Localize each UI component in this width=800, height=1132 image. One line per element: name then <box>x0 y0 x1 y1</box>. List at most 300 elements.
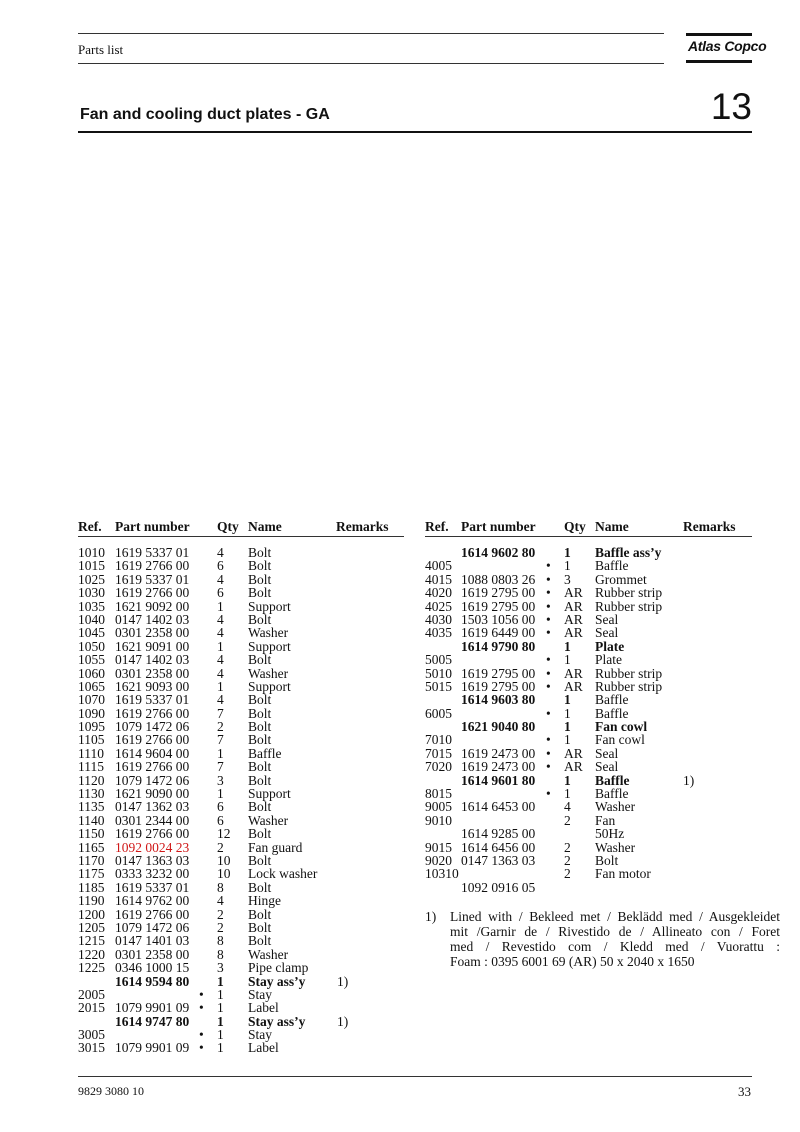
footnote-line: med / Revestido com / Kledd med / Vuorattu : <box>450 939 780 954</box>
name-cell: Bolt <box>248 545 272 560</box>
name-cell: Bolt <box>248 879 272 895</box>
table-row <box>0 774 800 787</box>
qty-cell: AR <box>564 625 583 641</box>
table-row <box>0 975 400 988</box>
part-number-cell: 0301 2358 00 <box>115 625 190 641</box>
qty-cell: 1 <box>564 719 571 735</box>
qty-cell: AR <box>564 759 583 775</box>
name-cell: Bolt <box>248 933 272 949</box>
name-cell: Bolt <box>248 692 272 708</box>
part-number-cell: 1619 2795 00 <box>461 598 536 614</box>
qty-cell: 4 <box>217 652 224 668</box>
name-cell: Baffle <box>595 772 630 788</box>
qty-cell: 1 <box>217 1013 224 1029</box>
part-number-cell: 1619 2766 00 <box>115 906 190 922</box>
name-cell: Stay ass’y <box>248 973 306 989</box>
part-number-cell: 1619 2766 00 <box>115 759 190 775</box>
ref-cell: 4025 <box>425 598 452 614</box>
table-row <box>0 747 800 760</box>
table-row <box>0 559 800 572</box>
remarks-cell: 1) <box>337 1013 349 1029</box>
ref-cell: 1070 <box>78 692 105 708</box>
name-cell: Bolt <box>248 611 272 627</box>
left-header-rule <box>78 536 404 537</box>
table-row <box>0 640 800 653</box>
ref-cell: 1185 <box>78 879 105 895</box>
right-rows <box>0 546 800 894</box>
qty-cell: 1 <box>217 986 224 1002</box>
ref-cell: 7015 <box>425 745 452 761</box>
footnote-line: Lined with / Bekleed met / Beklädd med / Ausgekleidet <box>450 909 780 924</box>
ref-cell: 5015 <box>425 678 452 694</box>
name-cell: Bolt <box>248 585 272 601</box>
col-ref-header: Ref. <box>425 519 449 534</box>
qty-cell: 1 <box>564 772 571 788</box>
name-cell: Label <box>248 1000 279 1016</box>
brand-logo: Atlas Copco <box>688 38 767 54</box>
name-cell: Bolt <box>248 772 272 788</box>
name-cell: Bolt <box>248 919 272 935</box>
table-row <box>0 613 800 626</box>
name-cell: Bolt <box>248 732 272 748</box>
ref-cell: 1165 <box>78 839 105 855</box>
ref-cell: 1215 <box>78 933 105 949</box>
qty-cell: 3 <box>217 960 224 976</box>
part-number-cell: 1619 2795 00 <box>461 678 536 694</box>
name-cell: Plate <box>595 652 622 668</box>
part-number-cell: 1092 0024 23 <box>115 839 190 855</box>
part-number-cell: 1619 5337 01 <box>115 545 190 560</box>
ref-cell: 4020 <box>425 585 452 601</box>
sub-item-bullet: • <box>199 1000 204 1016</box>
name-cell: Plate <box>595 638 625 654</box>
col-qty-header: Qty <box>217 519 239 534</box>
part-number-cell: 1079 9901 09 <box>115 1040 190 1056</box>
name-cell: Support <box>248 598 291 614</box>
ref-cell: 5010 <box>425 665 452 681</box>
ref-cell: 7010 <box>425 732 452 748</box>
table-row <box>0 800 800 813</box>
name-cell: Pipe clamp <box>248 960 309 976</box>
name-cell: Bolt <box>248 826 272 842</box>
ref-cell: 1050 <box>78 638 105 654</box>
table-row <box>0 653 800 666</box>
part-number-cell: 1619 6449 00 <box>461 625 536 641</box>
name-cell: Baffle <box>595 705 629 721</box>
sub-item-bullet: • <box>546 678 551 694</box>
table-row <box>0 827 800 840</box>
part-number-cell: 1614 9603 80 <box>461 692 536 708</box>
part-number-cell: 0147 1402 03 <box>115 611 190 627</box>
ref-cell: 1090 <box>78 705 105 721</box>
right-header-rule <box>425 536 752 537</box>
part-number-cell: 0301 2358 00 <box>115 665 190 681</box>
ref-cell: 1010 <box>78 545 105 560</box>
table-row <box>0 841 800 854</box>
sub-item-bullet: • <box>546 625 551 641</box>
sub-item-bullet: • <box>546 786 551 802</box>
document-number: 9829 3080 10 <box>78 1084 144 1098</box>
sub-item-bullet: • <box>546 585 551 601</box>
ref-cell: 9015 <box>425 839 452 855</box>
sub-item-bullet: • <box>546 558 551 574</box>
part-number-cell: 1619 5337 01 <box>115 692 190 708</box>
part-number-cell: 1614 9604 00 <box>115 745 190 761</box>
table-row <box>0 693 800 706</box>
name-cell: Baffle <box>595 692 629 708</box>
ref-cell: 4005 <box>425 558 452 574</box>
part-number-cell: 1619 2795 00 <box>461 665 536 681</box>
qty-cell: 1 <box>217 786 224 802</box>
qty-cell: 8 <box>217 946 224 962</box>
table-row <box>0 733 800 746</box>
qty-cell: 4 <box>217 545 224 560</box>
ref-cell: 1065 <box>78 678 105 694</box>
qty-cell: 2 <box>564 812 571 828</box>
footnote-text <box>450 909 780 969</box>
table-row <box>0 1015 400 1028</box>
part-number-cell: 1614 6456 00 <box>461 839 536 855</box>
sub-item-bullet: • <box>199 1027 204 1043</box>
qty-cell: 6 <box>217 799 224 815</box>
qty-cell: AR <box>564 665 583 681</box>
ref-cell: 9005 <box>425 799 452 815</box>
qty-cell: AR <box>564 598 583 614</box>
sub-item-bullet: • <box>199 986 204 1002</box>
qty-cell: 1 <box>217 745 224 761</box>
table-row <box>0 854 800 867</box>
chapter-number: 13 <box>710 86 752 127</box>
part-number-cell: 1614 9790 80 <box>461 638 536 654</box>
part-number-cell: 1621 9091 00 <box>115 638 190 654</box>
name-cell: Fan guard <box>248 839 303 855</box>
name-cell: Baffle <box>248 745 282 761</box>
ref-cell: 9010 <box>425 812 452 828</box>
ref-cell: 1225 <box>78 960 105 976</box>
qty-cell: 7 <box>217 759 224 775</box>
part-number-cell: 1079 1472 06 <box>115 772 190 788</box>
part-number-cell: 1619 2795 00 <box>461 585 536 601</box>
name-cell: Bolt <box>248 652 272 668</box>
ref-cell: 1120 <box>78 772 105 788</box>
part-number-cell: 1619 2766 00 <box>115 732 190 748</box>
ref-cell: 1025 <box>78 571 105 587</box>
part-number-cell: 1621 9040 80 <box>461 719 536 735</box>
table-row <box>0 573 800 586</box>
header-label: Parts list <box>78 42 124 57</box>
qty-cell: 4 <box>217 625 224 641</box>
qty-cell: 12 <box>217 826 231 842</box>
page-number: 33 <box>738 1084 751 1099</box>
qty-cell: 2 <box>564 839 571 855</box>
ref-cell: 8015 <box>425 786 452 802</box>
table-row <box>0 948 400 961</box>
ref-cell: 3005 <box>78 1027 105 1043</box>
name-cell: Washer <box>248 625 289 641</box>
qty-cell: 7 <box>217 705 224 721</box>
name-cell: Hinge <box>248 893 281 909</box>
ref-cell: 1170 <box>78 852 105 868</box>
table-row <box>0 667 800 680</box>
table-row <box>0 1041 400 1054</box>
qty-cell: 1 <box>564 786 571 802</box>
qty-cell: 3 <box>217 772 224 788</box>
header-rule-top <box>78 33 664 34</box>
name-cell: Support <box>248 786 291 802</box>
ref-cell: 2015 <box>78 1000 105 1016</box>
col-part-header: Part number <box>115 519 190 534</box>
name-cell: Baffle <box>595 786 629 802</box>
part-number-cell: 0333 3232 00 <box>115 866 190 882</box>
part-number-cell: 1088 0803 26 <box>461 571 536 587</box>
col-remarks-header: Remarks <box>683 519 736 534</box>
qty-cell: 1 <box>217 973 224 989</box>
qty-cell: 1 <box>564 692 571 708</box>
name-cell: Rubber strip <box>595 598 663 614</box>
name-cell: Seal <box>595 759 619 775</box>
part-number-cell: 1614 9762 00 <box>115 893 190 909</box>
ref-cell: 1110 <box>78 745 104 761</box>
name-cell: Bolt <box>248 799 272 815</box>
col-qty-header: Qty <box>564 519 586 534</box>
table-row <box>0 961 400 974</box>
part-number-cell: 1503 1056 00 <box>461 611 536 627</box>
table-row <box>0 921 400 934</box>
table-row <box>0 1001 400 1014</box>
qty-cell: 1 <box>217 598 224 614</box>
ref-cell: 1045 <box>78 625 105 641</box>
name-cell: Baffle ass’y <box>595 545 662 560</box>
part-number-cell: 1614 9601 80 <box>461 772 536 788</box>
qty-cell: 4 <box>217 893 224 909</box>
sub-item-bullet: • <box>546 759 551 775</box>
ref-cell: 1060 <box>78 665 105 681</box>
part-number-cell: 1619 2473 00 <box>461 745 536 761</box>
part-number-cell: 1619 2473 00 <box>461 759 536 775</box>
name-cell: Fan <box>595 812 616 828</box>
ref-cell: 10310 <box>425 866 459 882</box>
name-cell: Seal <box>595 625 619 641</box>
part-number-cell: 1619 2766 00 <box>115 558 190 574</box>
ref-cell: 2005 <box>78 986 105 1002</box>
table-row <box>0 760 800 773</box>
page-title: Fan and cooling duct plates - GA <box>80 106 330 123</box>
name-cell: Fan cowl <box>595 732 645 748</box>
ref-cell: 1190 <box>78 893 105 909</box>
ref-cell: 1040 <box>78 611 105 627</box>
part-number-cell: 1079 9901 09 <box>115 1000 190 1016</box>
name-cell: Bolt <box>248 705 272 721</box>
name-cell: Lock washer <box>248 866 318 882</box>
footnote-line: mit /Garnir de / Rivestido de / Allineato con / Foret <box>450 924 780 939</box>
name-cell: Bolt <box>248 571 272 587</box>
qty-cell: 6 <box>217 585 224 601</box>
remarks-cell: 1) <box>337 973 349 989</box>
part-number-cell: 0147 1363 03 <box>115 852 190 868</box>
name-cell: Bolt <box>248 759 272 775</box>
part-number-cell: 0301 2344 00 <box>115 812 190 828</box>
sub-item-bullet: • <box>546 652 551 668</box>
qty-cell: 1 <box>217 638 224 654</box>
name-cell: Bolt <box>595 852 619 868</box>
name-cell: Stay <box>248 1027 273 1043</box>
qty-cell: 1 <box>217 1040 224 1056</box>
ref-cell: 9020 <box>425 852 452 868</box>
table-row <box>0 881 800 894</box>
qty-cell: 3 <box>564 571 571 587</box>
ref-cell: 1055 <box>78 652 105 668</box>
qty-cell: 1 <box>564 652 571 668</box>
footnote-number: 1) <box>425 909 437 924</box>
table-row <box>0 707 800 720</box>
part-number-cell: 1619 2766 00 <box>115 826 190 842</box>
name-cell: Rubber strip <box>595 678 663 694</box>
part-number-cell: 1079 1472 06 <box>115 919 190 935</box>
part-number-cell: 0301 2358 00 <box>115 946 190 962</box>
qty-cell: 2 <box>217 839 224 855</box>
ref-cell: 1015 <box>78 558 105 574</box>
part-number-cell: 1621 9090 00 <box>115 786 190 802</box>
ref-cell: 1150 <box>78 826 105 842</box>
part-number-cell: 0147 1363 03 <box>461 852 536 868</box>
sub-item-bullet: • <box>546 611 551 627</box>
qty-cell: 4 <box>217 611 224 627</box>
name-cell: Bolt <box>248 852 272 868</box>
table-row <box>0 908 400 921</box>
col-remarks-header: Remarks <box>336 519 389 534</box>
name-cell: 50Hz <box>595 826 625 842</box>
qty-cell: 6 <box>217 812 224 828</box>
part-number-cell: 1079 1472 06 <box>115 719 190 735</box>
part-number-cell: 1614 6453 00 <box>461 799 536 815</box>
name-cell: Washer <box>595 799 636 815</box>
qty-cell: 8 <box>217 879 224 895</box>
qty-cell: 1 <box>217 678 224 694</box>
name-cell: Baffle <box>595 558 629 574</box>
name-cell: Grommet <box>595 571 647 587</box>
footnote-line: Foam : 0395 6001 69 (AR) 50 x 2040 x 1650 <box>450 954 695 969</box>
ref-cell: 1175 <box>78 866 105 882</box>
part-number-cell: 1619 2766 00 <box>115 585 190 601</box>
ref-cell: 5005 <box>425 652 452 668</box>
qty-cell: AR <box>564 745 583 761</box>
qty-cell: 1 <box>564 545 571 560</box>
ref-cell: 1095 <box>78 719 105 735</box>
part-number-cell: 1619 5337 01 <box>115 571 190 587</box>
part-number-cell: 0346 1000 15 <box>115 960 190 976</box>
name-cell: Seal <box>595 745 619 761</box>
name-cell: Washer <box>248 665 289 681</box>
qty-cell: 1 <box>564 638 571 654</box>
name-cell: Stay <box>248 986 273 1002</box>
name-cell: Bolt <box>248 719 272 735</box>
header-rule-bottom <box>78 63 664 64</box>
part-number-cell: 1621 9092 00 <box>115 598 190 614</box>
footer-rule <box>78 1076 752 1077</box>
part-number-cell: 0147 1401 03 <box>115 933 190 949</box>
ref-cell: 1105 <box>78 732 105 748</box>
table-row <box>0 867 800 880</box>
qty-cell: AR <box>564 585 583 601</box>
table-row <box>0 720 800 733</box>
sub-item-bullet: • <box>199 1040 204 1056</box>
part-number-cell: 0147 1402 03 <box>115 652 190 668</box>
col-ref-header: Ref. <box>78 519 102 534</box>
part-number-cell: 1614 9602 80 <box>461 545 536 560</box>
logo-bar-top <box>686 33 752 36</box>
ref-cell: 1140 <box>78 812 105 828</box>
table-row <box>0 600 800 613</box>
name-cell: Support <box>248 638 291 654</box>
ref-cell: 6005 <box>425 705 452 721</box>
table-row <box>0 988 400 1001</box>
table-row <box>0 894 400 907</box>
ref-cell: 1135 <box>78 799 105 815</box>
part-number-cell: 1614 9594 80 <box>115 973 190 989</box>
name-cell: Fan cowl <box>595 719 648 735</box>
qty-cell: 2 <box>217 919 224 935</box>
part-number-cell: 1614 9747 80 <box>115 1013 190 1029</box>
qty-cell: 8 <box>217 933 224 949</box>
part-number-cell: 0147 1362 03 <box>115 799 190 815</box>
ref-cell: 1205 <box>78 919 105 935</box>
part-number-cell: 1092 0916 05 <box>461 879 536 895</box>
col-name-header: Name <box>248 519 282 534</box>
qty-cell: 1 <box>564 732 571 748</box>
name-cell: Washer <box>248 812 289 828</box>
ref-cell: 1115 <box>78 759 104 775</box>
ref-cell: 4030 <box>425 611 452 627</box>
qty-cell: 4 <box>217 571 224 587</box>
qty-cell: 4 <box>217 692 224 708</box>
ref-cell: 7020 <box>425 759 452 775</box>
name-cell: Washer <box>248 946 289 962</box>
qty-cell: 10 <box>217 866 231 882</box>
sub-item-bullet: • <box>546 665 551 681</box>
table-row <box>0 814 800 827</box>
ref-cell: 4035 <box>425 625 452 641</box>
table-row <box>0 626 800 639</box>
name-cell: Rubber strip <box>595 585 663 601</box>
table-row <box>0 546 800 559</box>
qty-cell: 10 <box>217 852 231 868</box>
table-row <box>0 586 800 599</box>
table-row <box>0 787 800 800</box>
qty-cell: 1 <box>564 705 571 721</box>
name-cell: Bolt <box>248 558 272 574</box>
name-cell: Bolt <box>248 906 272 922</box>
ref-cell: 1220 <box>78 946 105 962</box>
ref-cell: 3015 <box>78 1040 105 1056</box>
title-rule <box>78 131 752 133</box>
name-cell: Support <box>248 678 291 694</box>
name-cell: Rubber strip <box>595 665 663 681</box>
part-number-cell: 1619 5337 01 <box>115 879 190 895</box>
qty-cell: 7 <box>217 732 224 748</box>
qty-cell: 2 <box>217 906 224 922</box>
ref-cell: 4015 <box>425 571 452 587</box>
table-row <box>0 680 800 693</box>
remarks-cell: 1) <box>683 772 695 788</box>
sub-item-bullet: • <box>546 598 551 614</box>
logo-bar-bottom <box>686 60 752 63</box>
qty-cell: 4 <box>564 799 571 815</box>
name-cell: Stay ass’y <box>248 1013 306 1029</box>
sub-item-bullet: • <box>546 732 551 748</box>
ref-cell: 1030 <box>78 585 105 601</box>
qty-cell: AR <box>564 678 583 694</box>
qty-cell: 4 <box>217 665 224 681</box>
